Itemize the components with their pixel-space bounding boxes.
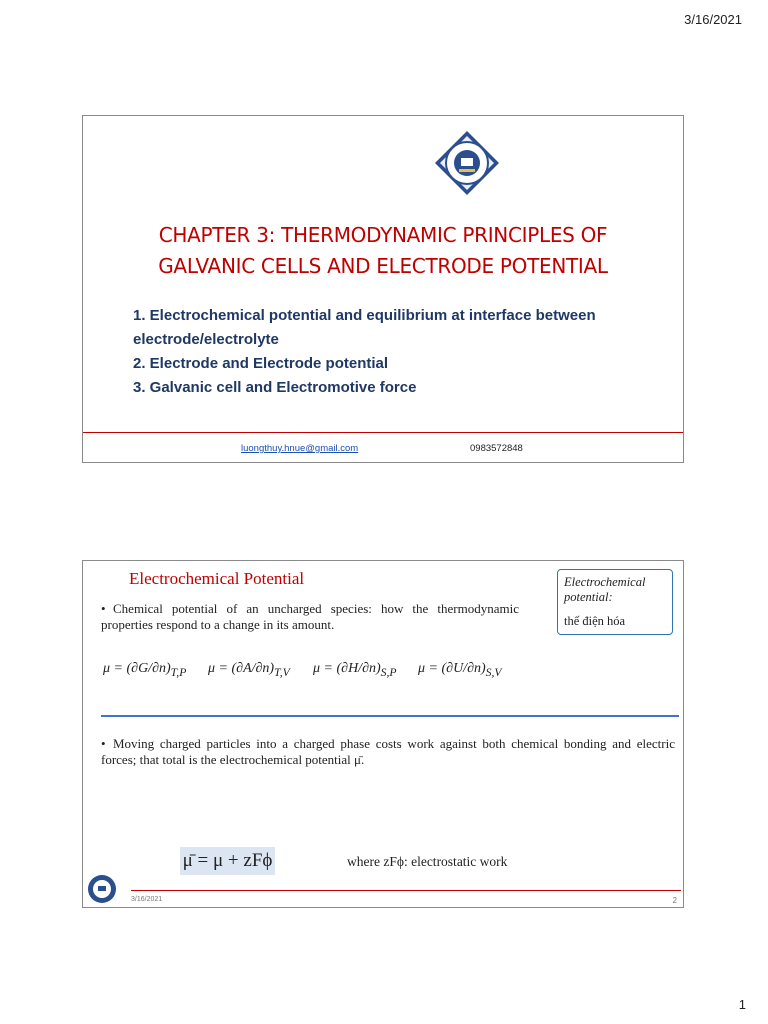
- slide-2-footer-rule: [131, 890, 681, 891]
- outline-item-2: 2. Electrode and Electrode potential: [133, 355, 389, 372]
- slide-2-date: 3/16/2021: [131, 896, 163, 903]
- chapter-outline: [133, 304, 663, 400]
- page-number: 1: [738, 997, 746, 1012]
- slide-1-title: [83, 220, 683, 282]
- chemical-potential-formulas: [103, 661, 523, 703]
- slide-2: [82, 560, 684, 908]
- formula-gibbs: $\mu = (\partial G/\partial n)_{T,P}$: [103, 661, 187, 679]
- page-date: 3/16/2021: [684, 12, 742, 27]
- electrochemical-equation: μ̄ = μ + zFϕ: [180, 847, 275, 875]
- bullet-1-text: Chemical potential of an uncharged species: how the thermodynamic properties respond to a change in its amount.: [101, 601, 519, 632]
- equation-note: where zFϕ: electrostatic work: [347, 854, 508, 869]
- bullet-electrochemical-potential: [101, 736, 675, 768]
- bullet-chemical-potential: [101, 601, 519, 633]
- slide-2-number: 2: [672, 896, 677, 905]
- title-line-1: CHAPTER 3: THERMODYNAMIC PRINCIPLES OF: [158, 223, 608, 247]
- outline-item-3: 3. Galvanic cell and Electromotive force: [133, 379, 417, 396]
- formula-helmholtz: $\mu = (\partial A/\partial n)_{T,V}$: [208, 661, 290, 679]
- title-line-2: GALVANIC CELLS AND ELECTRODE POTENTIAL: [158, 254, 608, 278]
- email-link[interactable]: luongthuy.hnue@gmail.com: [241, 443, 359, 454]
- footer-rule: [83, 432, 683, 433]
- bullet-marker: •: [101, 601, 106, 616]
- formula-internal-energy: $\mu = (\partial U/\partial n)_{S,V}$: [418, 661, 502, 679]
- note-translation: thế điện hóa: [564, 614, 626, 628]
- slide-2-heading: Electrochemical Potential: [129, 569, 305, 588]
- university-seal-icon: [87, 874, 117, 904]
- slide-1: [82, 115, 684, 463]
- bullet-2-text: Moving charged particles into a charged phase costs work against both chemical bonding and electric forces; that total is the electrochemical potential μ̄.: [101, 736, 675, 767]
- university-seal-icon: [434, 130, 500, 196]
- note-term: Electrochemical potential:: [564, 575, 646, 604]
- section-divider: [101, 715, 679, 717]
- glossary-note: [557, 569, 673, 635]
- bullet-marker: •: [101, 736, 106, 751]
- outline-item-1: 1. Electrochemical potential and equilibrium at interface between electrode/electrolyte: [133, 307, 596, 348]
- formula-enthalpy: $\mu = (\partial H/\partial n)_{S,P}$: [313, 661, 397, 679]
- phone-number: 0983572848: [470, 443, 523, 454]
